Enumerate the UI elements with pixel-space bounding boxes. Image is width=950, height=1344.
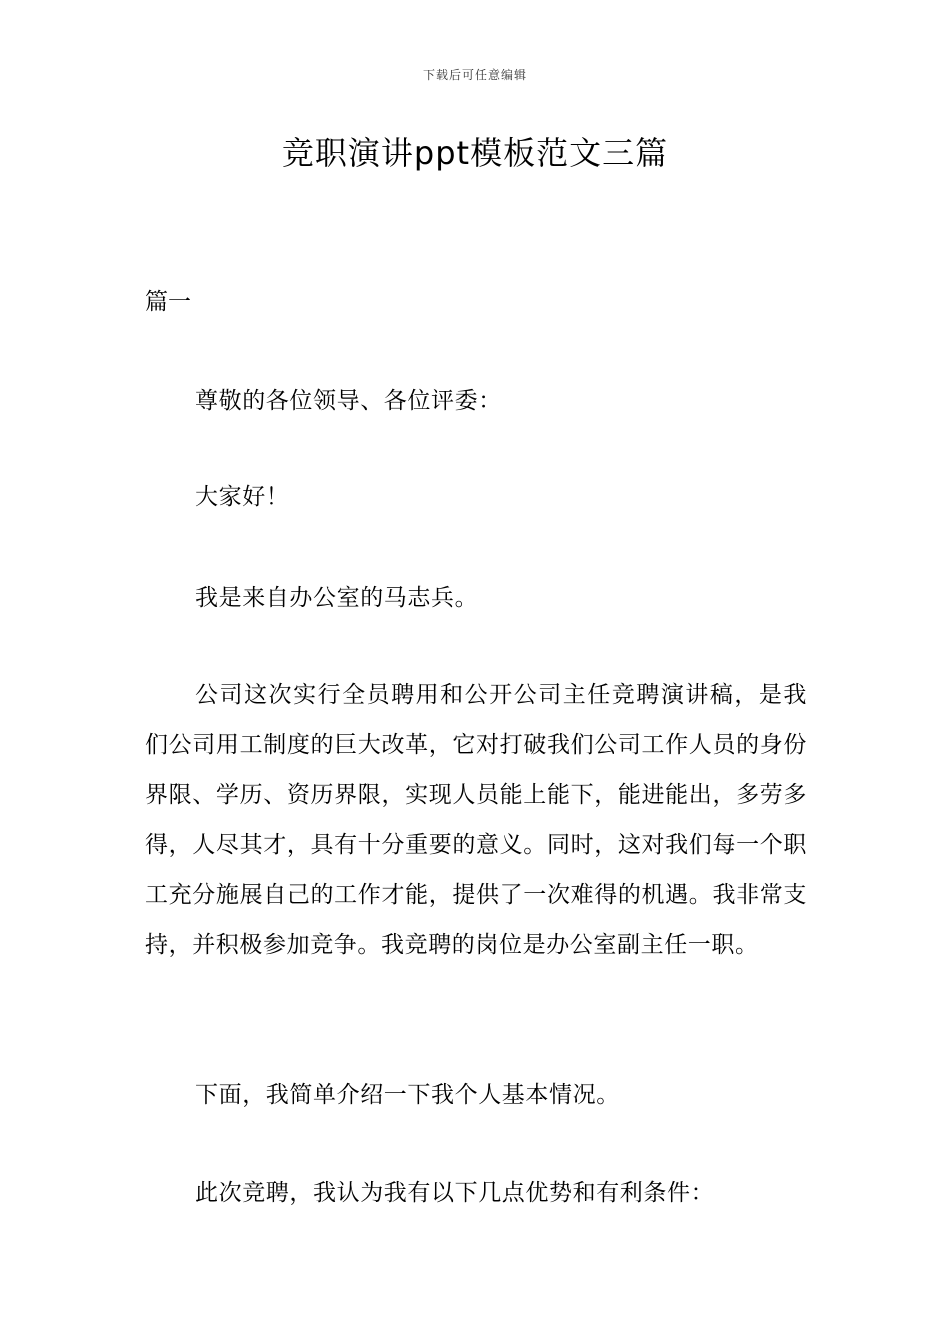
paragraph-background: 公司这次实行全员聘用和公开公司主任竞聘演讲稿，是我们公司用工制度的巨大改革，它对打破我们公司工作人员的身份界限、学历、资历界限，实现人员能上能下，能进能出，多劳多得，人尽其才，具有十分重要的意义。同时，这对我们每一个职工充分施展自己的工作才能，提供了一次难得的机遇。我非常支持，并积极参加竞争。我竞聘的岗位是办公室副主任一职。 <box>145 682 807 958</box>
paragraph-advantages: 此次竞聘，我认为我有以下几点优势和有利条件： <box>195 1180 715 1206</box>
paragraph-greeting: 大家好！ <box>195 484 290 510</box>
paragraph-introduction: 我是来自办公室的马志兵。 <box>195 585 479 611</box>
paragraph-transition: 下面，我简单介绍一下我个人基本情况。 <box>195 1082 620 1108</box>
document-title: 竞职演讲ppt模板范文三篇 <box>281 134 669 172</box>
header-note: 下载后可任意编辑 <box>422 68 527 82</box>
paragraph-salutation: 尊敬的各位领导、各位评委： <box>195 388 502 414</box>
section-label: 篇一 <box>145 289 191 315</box>
